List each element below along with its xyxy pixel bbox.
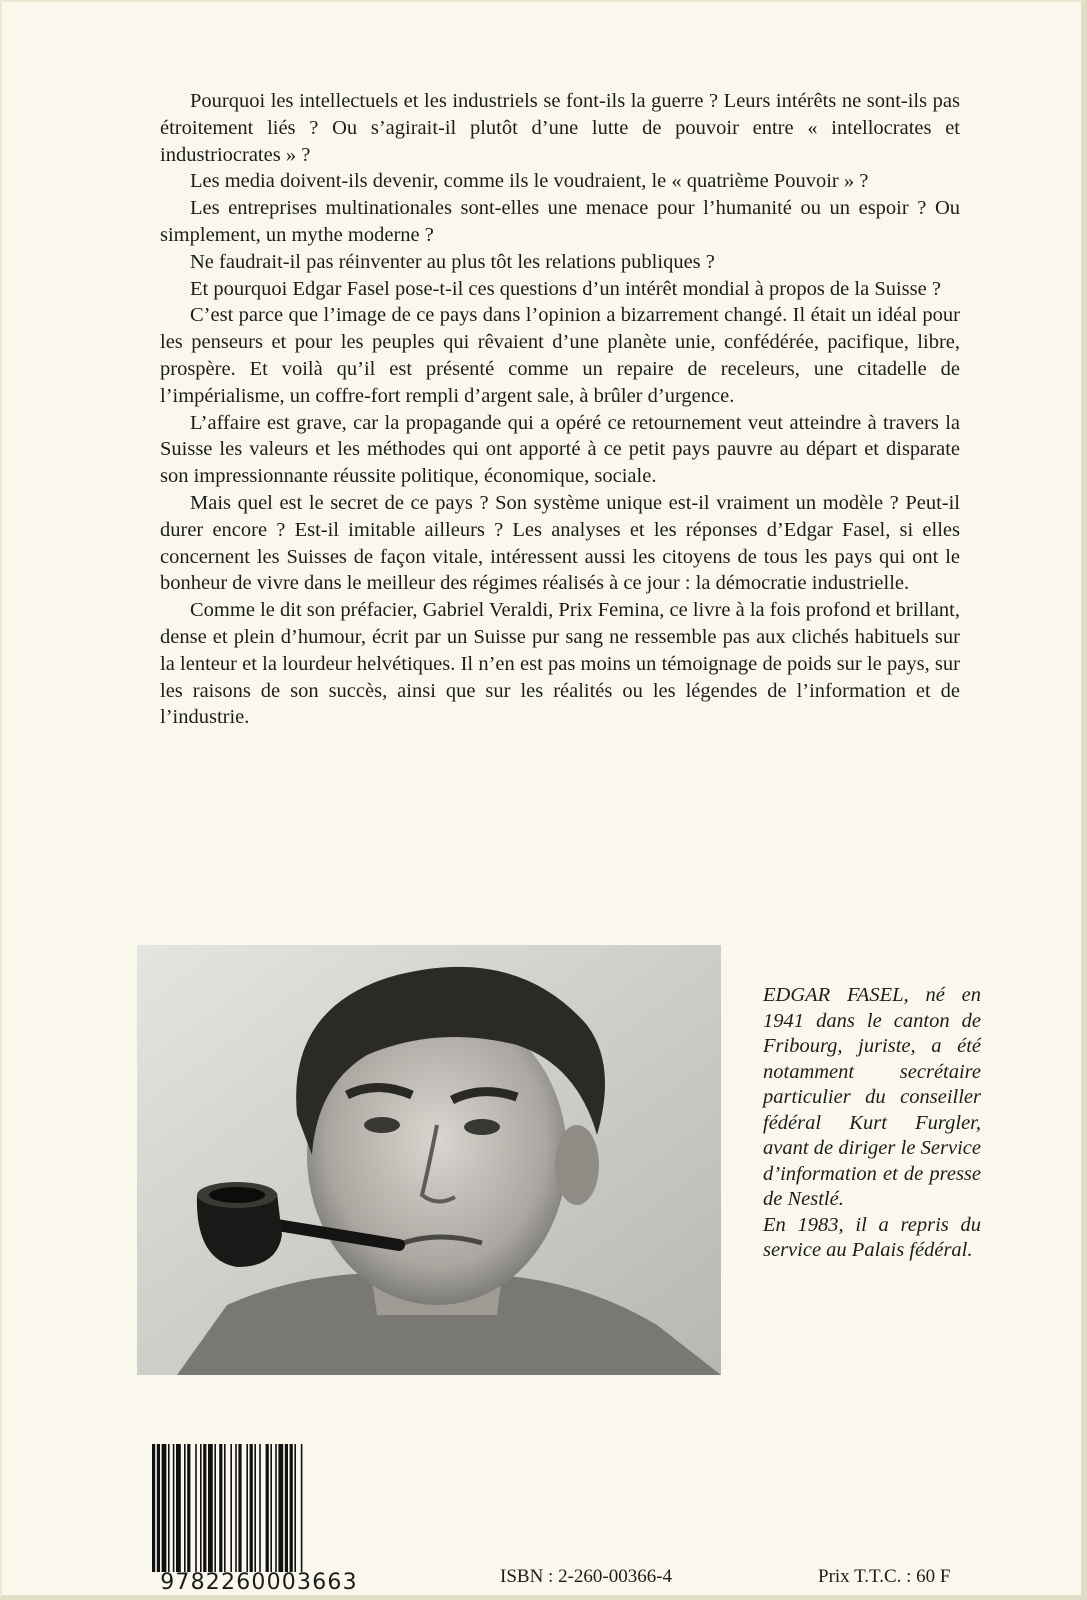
barcode-bar <box>184 1444 186 1572</box>
blurb-paragraph: Pourquoi les intellectuels et les industriels se font-ils la guerre ? Leurs intérêts ne sont-ils pas étroitement liés ? Ou s’agirait-il plutôt d’une lutte de pouvoir entre « intellocrates et industriocrates » ? <box>160 90 960 166</box>
barcode-bar <box>235 1444 237 1572</box>
barcode-bar <box>266 1444 269 1572</box>
barcode-bar <box>285 1444 288 1572</box>
barcode-bar <box>259 1444 261 1572</box>
barcode-bar <box>246 1444 248 1572</box>
barcode-bar <box>250 1444 253 1572</box>
barcode-bar <box>224 1444 226 1572</box>
barcode-bar <box>200 1444 202 1572</box>
barcode-number: 9782260003663 <box>160 1570 358 1595</box>
barcode-bar <box>275 1444 277 1572</box>
barcode-bar <box>176 1444 181 1572</box>
author-bio-text: EDGAR FASEL, né en 1941 dans le canton de Fribourg, juriste, a été notamment secrétaire particulier du conseiller fédéral Kurt Furgler, avant de diriger le Service d’information et de presse de Nestlé. <box>763 984 981 1210</box>
barcode-bar <box>254 1444 256 1572</box>
barcode-bar <box>195 1444 197 1572</box>
author-bio-update: En 1983, il a repris du service au Palais fédéral. <box>763 1213 981 1261</box>
blurb-paragraph: Les media doivent-ils devenir, comme ils le voudraient, le « quatrième Pouvoir » ? <box>190 170 869 193</box>
barcode-bar <box>270 1444 272 1572</box>
barcode-bar <box>168 1444 170 1572</box>
barcode-bar <box>214 1444 216 1572</box>
blurb-paragraph: C’est parce que l’image de ce pays dans l’opinion a bizarrement changé. Il était un idéal pour les penseurs et pour les peuples qui rêvaient d’une planète unie, confédérée, pacifique, libre, prospère. Et voilà qu’il est présenté comme un repaire de receleurs, une citadelle de l’impérialisme, un coffre-fort rempli d’argent sale, à brûler d’urgence. <box>160 304 960 407</box>
barcode-bar <box>162 1444 167 1572</box>
barcode <box>150 1444 368 1594</box>
barcode-bar <box>173 1444 175 1572</box>
barcode-bar <box>301 1444 303 1572</box>
barcode-bar <box>208 1444 213 1572</box>
barcode-bar <box>157 1444 160 1572</box>
barcode-bars <box>150 1444 368 1572</box>
blurb-paragraph: Et pourquoi Edgar Fasel pose-t-il ces questions d’un intérêt mondial à propos de la Suisse ? <box>190 277 941 300</box>
blurb-paragraph: L’affaire est grave, car la propagande qui a opéré ce retournement veut atteindre à travers la Suisse les valeurs et les méthodes qui ont apporté à ce petit pays pauvre au départ et disparate son impressionnante réussite politique, économique, sociale. <box>160 411 960 488</box>
author-photo <box>137 945 721 1375</box>
barcode-bar <box>203 1444 206 1572</box>
blurb-paragraph: Les entreprises multinationales sont-elles une menace pour l’humanité ou un espoir ? Ou simplement, un mythe moderne ? <box>160 197 960 246</box>
author-portrait-illustration <box>137 945 721 1375</box>
barcode-bar <box>219 1444 222 1572</box>
barcode-bar <box>294 1444 296 1572</box>
barcode-bar <box>230 1444 232 1572</box>
barcode-bar <box>290 1444 293 1572</box>
blurb-paragraph: Ne faudrait-il pas réinventer au plus tôt les relations publiques ? <box>190 250 715 273</box>
barcode-bar <box>187 1444 190 1572</box>
isbn-label: ISBN : 2-260-00366-4 <box>500 1566 673 1587</box>
barcode-bar <box>278 1444 283 1572</box>
price-label: Prix T.T.C. : 60 F <box>818 1566 951 1587</box>
barcode-bar <box>152 1444 155 1572</box>
blurb-paragraph: Comme le dit son préfacier, Gabriel Veraldi, Prix Femina, ce livre à la fois profond et brillant, dense et plein d’humour, écrit par un Suisse pur sang ne ressemble pas aux clichés habituels sur la lenteur et la lourdeur helvétiques. Il n’en est pas moins un témoignage de poids sur le pays, sur les raisons de son succès, ainsi que sur les réalités ou les légendes de l’information et de l’industrie. <box>160 599 960 729</box>
blurb-paragraph: Mais quel est le secret de ce pays ? Son système unique est-il vraiment un modèle ? Peut-il durer encore ? Est-il imitable ailleurs ? Les analyses et les réponses d’Edgar Fasel, si elles concernent les Suisses de façon vitale, intéressent aussi les citoyens de tous les pays qui ont le bonheur de vivre dans le meilleur des régimes réalisés à ce jour : la démocratie industrielle. <box>160 491 960 595</box>
blurb-text <box>160 88 960 731</box>
author-bio <box>763 983 981 1264</box>
barcode-bar <box>238 1444 241 1572</box>
